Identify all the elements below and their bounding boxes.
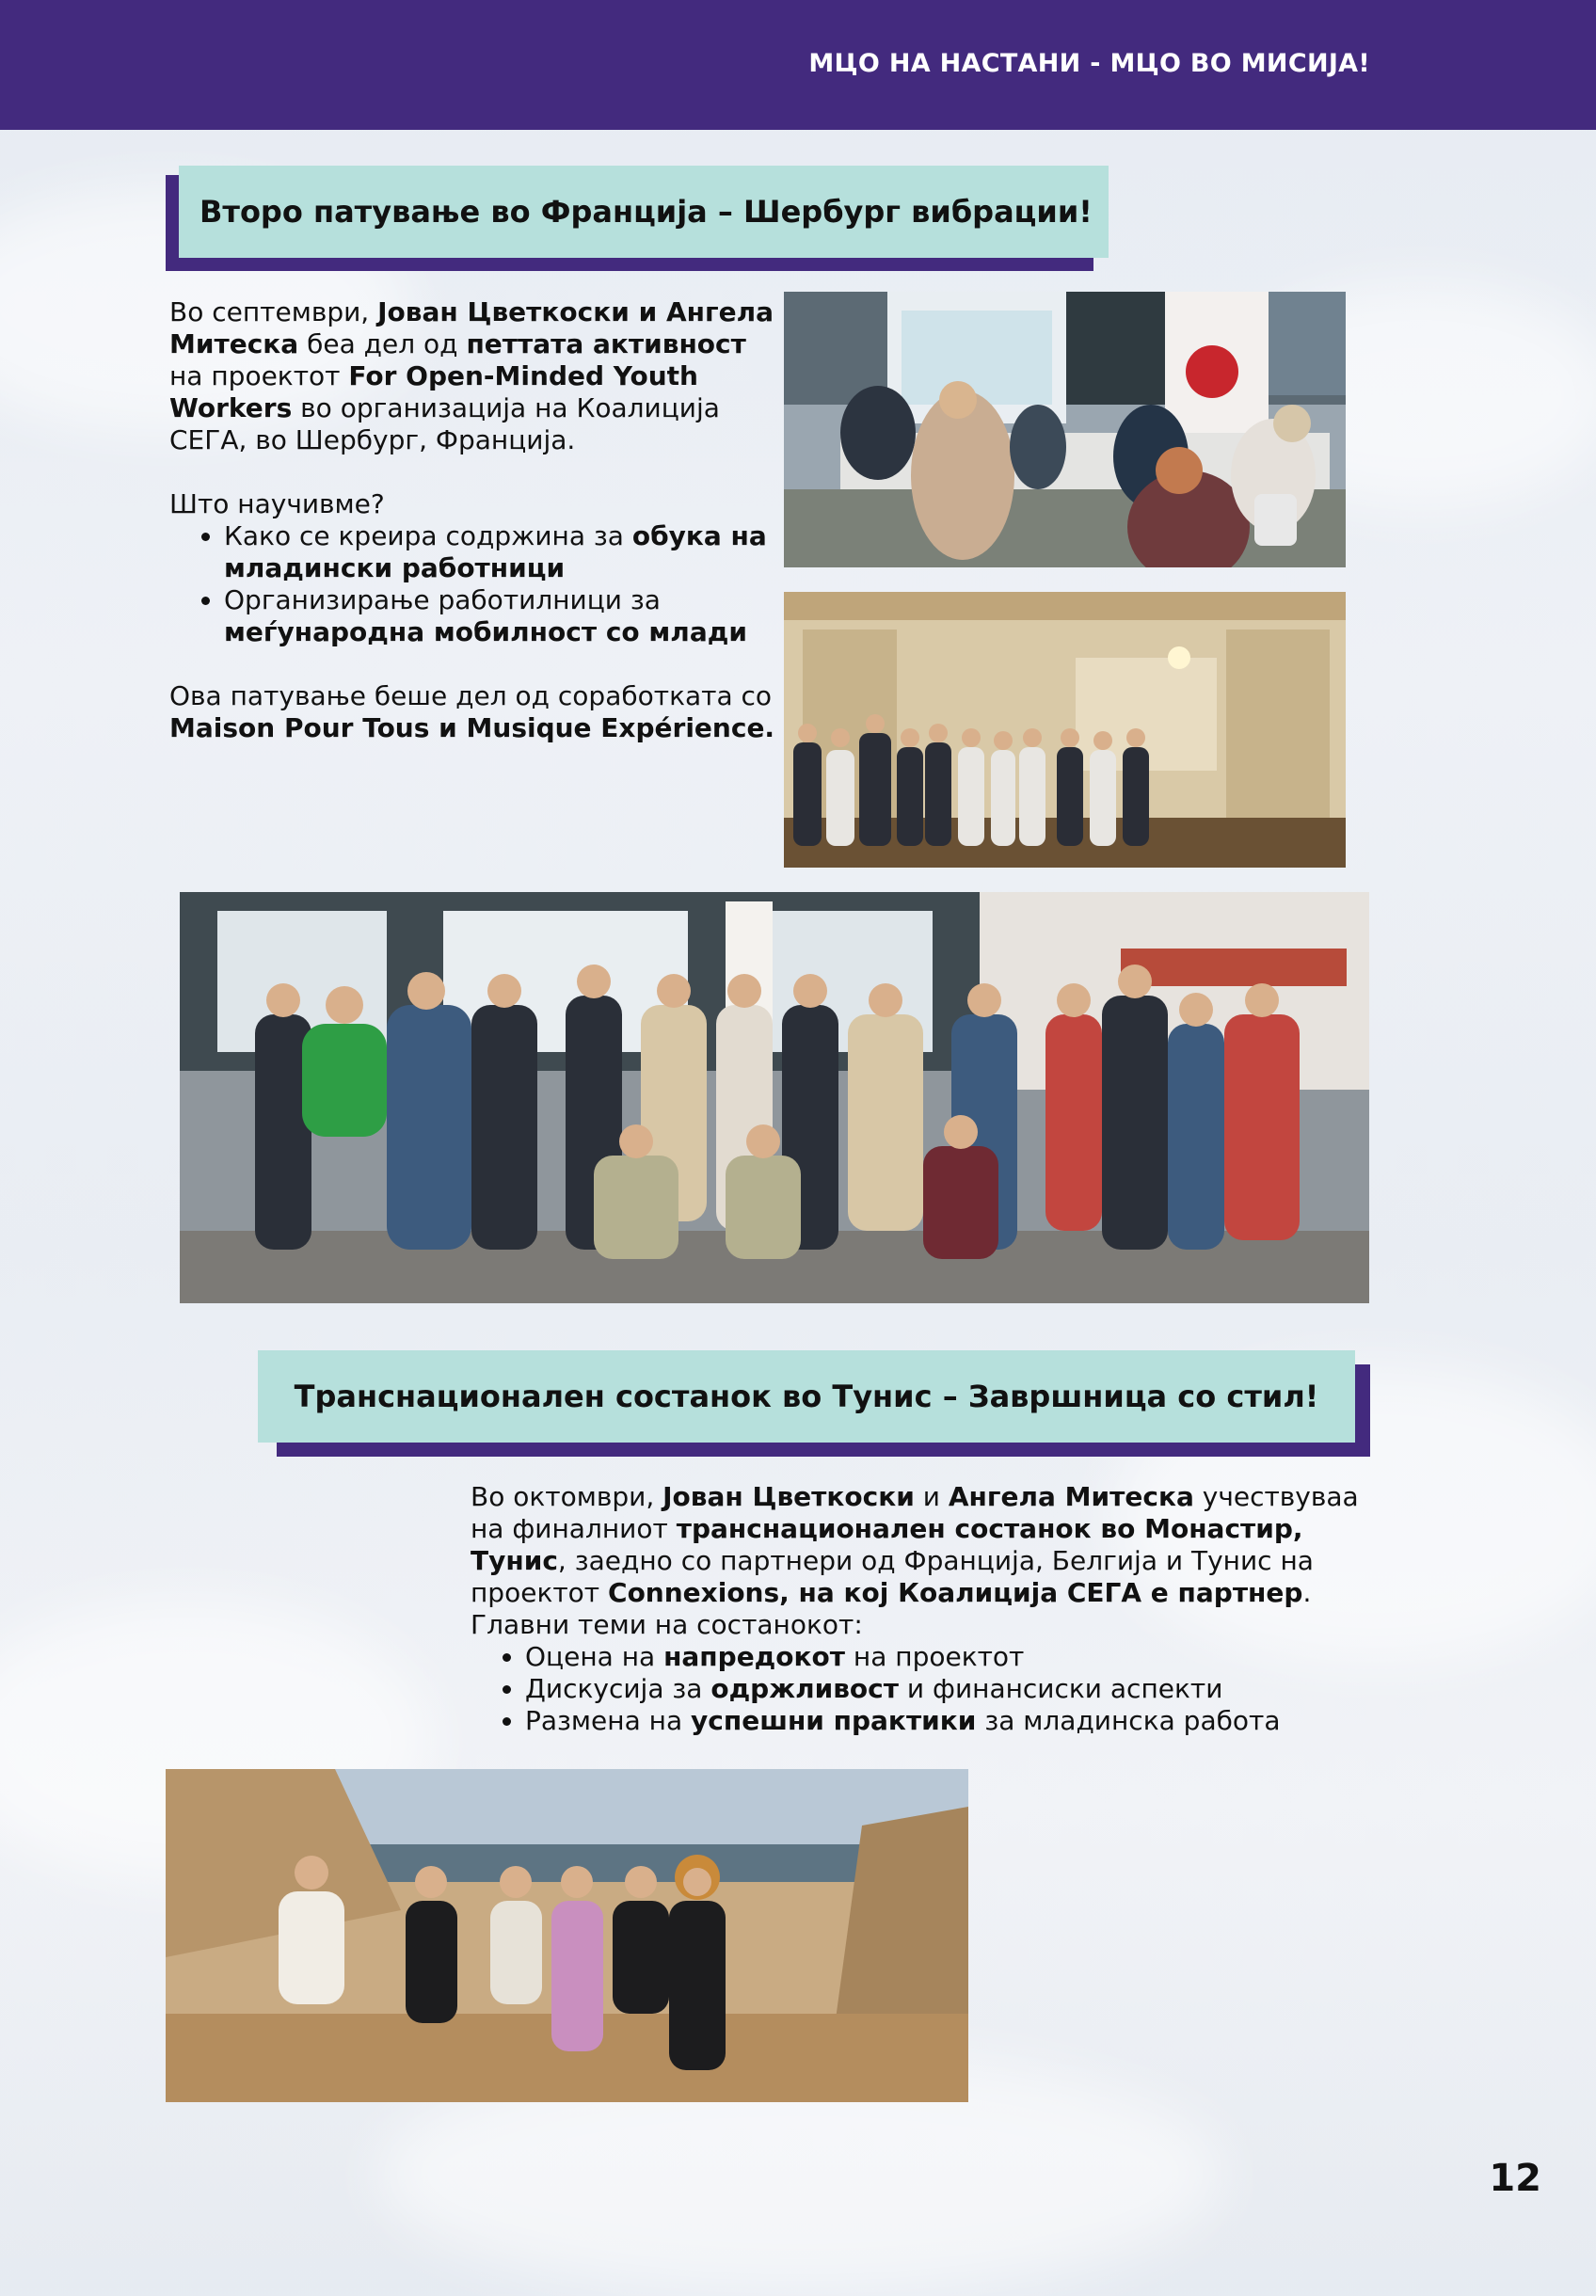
- section1-title: [179, 166, 1109, 258]
- header-title: МЦО НА НАСТАНИ - МЦО ВО МИСИЈА!: [808, 49, 1370, 78]
- page-number: 12: [1489, 2157, 1541, 2200]
- section2-title: [258, 1350, 1355, 1443]
- large-group-photo: [180, 892, 1369, 1303]
- tunisia-group-photo: [166, 1769, 968, 2102]
- group-hall-photo: [784, 592, 1346, 868]
- section1-paragraph-1: Во септември, Јован Цветкоски и Ангела Митеска беа дел од петтата активност на проектот For Open-Minded Youth Workers во организација на Коалиција СЕГА, во Шербург, Франција.: [169, 296, 774, 455]
- list-item: • Оцена на напредокот на проектот: [525, 1641, 1374, 1673]
- list-item: • Како се креира содржина за обука на младински работници: [224, 520, 781, 584]
- list-item: • Дискусија за одржливост и финансиски аспекти: [525, 1673, 1374, 1705]
- header-bar: [0, 0, 1596, 130]
- section1-bullet-list: [169, 520, 781, 648]
- list-item: • Размена на успешни практики за младинска работа: [525, 1705, 1374, 1737]
- workshop-photo: [784, 292, 1346, 567]
- section1-text: [169, 296, 781, 744]
- section2-paragraph-1: Во октомври, Јован Цветкоски и Ангела Митеска учествуваа на финалниот транснационален состанок во Монастир, Тунис, заедно со партнери од Франција, Белгија и Тунис на проектот Connexions, на кој Коалиција СЕГА е партнер.: [471, 1481, 1359, 1608]
- section2-bullet-list: [471, 1641, 1374, 1737]
- section1-paragraph-2: Ова патување беше дел од соработката со Maison Pour Tous и Musique Expérience.: [169, 680, 775, 743]
- list-item: • Организирање работилници за меѓународна мобилност со млади: [224, 584, 781, 648]
- section2-topics-heading: Главни теми на состанокот:: [471, 1609, 863, 1640]
- section2-text: [471, 1481, 1374, 1737]
- section2-title-text: Транснационален состанок во Тунис – Завршница со стил!: [294, 1379, 1319, 1414]
- section1-title-text: Второ патување во Франција – Шербург вибрации!: [200, 194, 1093, 230]
- section1-learned-heading: Што научивме?: [169, 488, 385, 519]
